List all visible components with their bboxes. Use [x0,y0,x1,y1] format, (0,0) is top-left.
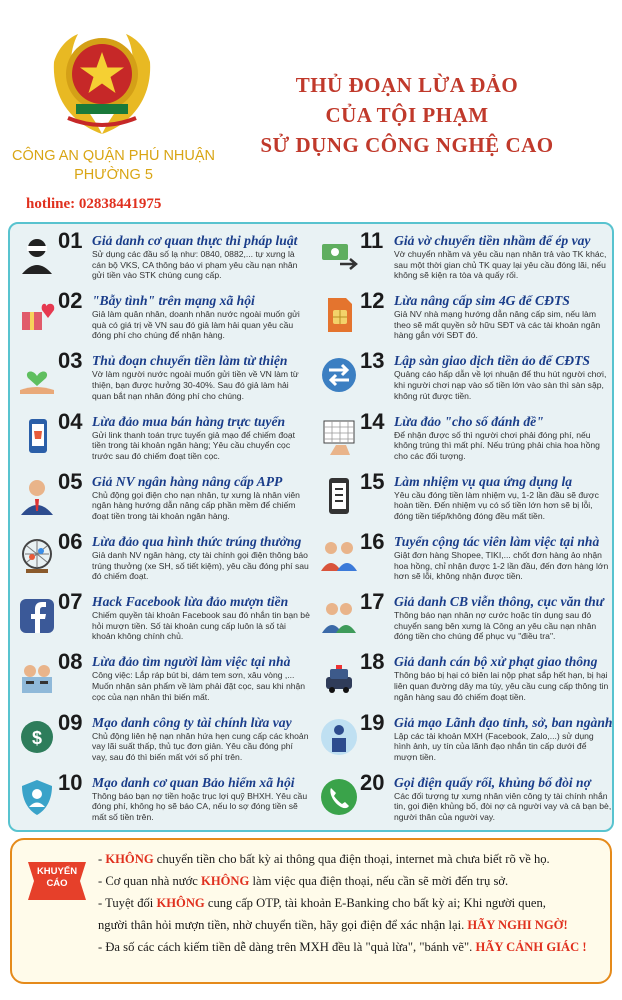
scam-number: 12 [360,288,385,314]
scam-number: 11 [360,228,384,253]
warning-line-3-emphasis: KHÔNG [156,896,205,910]
org-name [6,147,221,185]
scam-title: Lừa đảo "cho số đánh đề" [394,413,544,429]
scam-description: Lập các tài khoản MXH (Facebook, Zalo,...) sử dụng hình ảnh, uy tín của lãnh đạo nhắn tin cấp dưới để mượn tiền. [394,730,594,762]
team-collaborators-icon [318,535,360,577]
warning-badge-line2: CÁO [46,878,68,889]
scam-number: 04 [58,408,83,434]
page-title [222,70,592,160]
scam-title: Hack Facebook lừa đảo mượn tiền [92,594,289,610]
scam-description: Quảng cáo hấp dẫn về lợi nhuận để thu hút người chơi, khi người chơi nạp vào số tiền lớn vào sàn thì sàn sập, không rút được tiền. [394,369,607,401]
scam-description: Sử dụng các đầu số lạ như: 0840, 0882,... tự xưng là cán bộ VKS, CA thông báo vi phạm yêu cầu nạn nhân gửi tiền vào STK chúng cung cấp. [92,249,298,281]
traffic-police-icon [318,655,360,697]
scam-title: Giả vờ chuyển tiền nhầm để ép vay [394,233,591,248]
warning-lines [98,848,608,958]
scam-item [14,409,310,469]
scam-title: Lập sàn giao dịch tiền ảo để CĐTS [394,353,590,369]
warning-line-2-emphasis: KHÔNG [201,874,250,888]
scam-item [316,589,612,649]
scam-title: Gọi điện quấy rối, khủng bố đòi nợ [394,774,591,790]
scam-item [316,288,612,348]
scam-title: Lừa nâng cấp sim 4G để CĐTS [394,293,570,309]
scam-item [14,348,310,408]
lottery-cage-icon [16,535,58,577]
scam-number: 01 [58,228,83,253]
warning-line-1-emphasis: KHÔNG [105,852,154,866]
scam-number: 02 [58,288,83,314]
exchange-arrows-icon [318,354,360,396]
scam-list-panel [8,222,614,832]
warning-line-2-pre: - Cơ quan nhà nước [98,874,202,888]
handmade-work-icon [16,655,58,697]
scam-item [316,469,612,529]
scam-description: Chủ động liên hệ nạn nhân hứa hẹn cung cấp các khoản vay lãi suất thấp, thủ tục đơn giản. Yêu cầu đóng phí vay, sau đó thì biến mất với số phí trên. [92,730,309,762]
warning-line-1-post: chuyển tiền cho bất kỳ ai thông qua điện thoại, internet mà chưa biết rõ về họ. [153,852,550,866]
scam-title: Mạo danh cơ quan Bảo hiểm xã hội [92,774,295,790]
warning-line-3-post: cung cấp OTP, tài khoản E-Banking cho bất kỳ ai; Khi người quen, [204,896,546,910]
scam-description: Chiếm quyền tài khoản Facebook sau đó nhắn tin bạn bè hỏi mượn tiền. Số tài khoản cung cấp luôn là số tài khoản không chính chủ. [92,610,310,642]
scam-title: Lừa đảo qua hình thức trúng thưởng [92,533,302,549]
scam-description: Giật đơn hàng Shopee, TIKI,... chốt đơn hàng ảo nhận hoa hồng, chỉ nhận được 1-2 lần đầu, đến đơn hàng lớn hơn sẽ lỗi, không nhận được tiền. [394,549,609,582]
warning-box [10,838,612,984]
police-emblem-icon [38,22,166,140]
warning-line-5-emphasis: HÃY CẢNH GIÁC ! [475,940,587,954]
scam-description: Giả NV nhà mạng hướng dẫn nâng cấp sim, nếu làm theo sẽ mất quyền sở hữu SĐT và các tài khoản ngân hàng gắn với SĐT đó. [394,309,601,341]
scam-item [14,469,310,529]
leader-podium-icon [318,716,360,758]
warning-line-1 [98,848,608,870]
scam-number: 06 [58,528,83,554]
scam-item [14,770,310,830]
scam-title: Giả danh CB viễn thông, cục văn thư [394,594,604,610]
scam-number: 03 [58,348,83,374]
telecom-officers-icon [318,595,360,637]
scam-number: 08 [58,649,83,675]
scam-description: Thông báo bạn nợ tiền hoặc trục lợi quỹ BHXH. Yêu cầu đóng phí, không họ sẽ báo CA, nếu lo sợ đóng tiền sẽ mất số tiền trên. [92,790,308,822]
scam-title: Giả danh cơ quan thực thi pháp luật [92,233,298,248]
header [0,0,622,222]
scam-number: 16 [360,528,385,554]
scam-item [316,529,612,589]
scam-item [14,529,310,589]
warning-line-4-emphasis: HÃY NGHI NGỜ! [467,918,568,932]
warning-line-3-pre: - Tuyệt đối [98,896,157,910]
hacker-icon [16,234,58,276]
insurance-shield-icon [16,776,58,818]
org-name-line2: PHƯỜNG 5 [74,167,153,183]
bank-staff-icon [16,475,58,517]
left-column [14,228,310,830]
scam-description: Giả làm quân nhân, doanh nhân nước ngoài muốn gửi quà có giá trị về VN sau đó giả làm hải quan yêu cầu đóng phí cho chúng để nhận hàng. [92,309,300,341]
scam-title: "Bẫy tình" trên mạng xã hội [92,293,255,309]
scam-item [316,710,612,770]
scam-item [316,649,612,709]
warning-line-1-pre: - [98,852,106,866]
facebook-icon [16,595,58,637]
scam-item [316,348,612,408]
scam-description: Gửi link thanh toán trực tuyến giả mạo để chiếm đoạt tiền trong tài khoản ngân hàng; Yêu cầu chuyển cọc trước sau đó chiếm đoạt tiền cọc. [92,429,296,461]
scam-item [14,589,310,649]
hotline: hotline: 02838441975 [26,196,162,212]
scam-item [14,228,310,288]
org-name-line1: CÔNG AN QUẬN PHÚ NHUẬN [11,148,216,164]
scam-title: Giả danh cán bộ xử phạt giao thông [394,654,598,670]
scam-title: Mạo danh công ty tài chính lừa vay [92,714,292,730]
scam-title: Lừa đảo mua bán hàng trực tuyến [92,413,286,429]
scam-number: 20 [360,769,385,795]
scam-description: Công việc: Lắp ráp bút bi, dám tem sơn, xâu vòng ,... Muốn nhận sản phẩm về làm phải đặt cọc, sau khi nhận cọc của nạn nhân thì biến mất. [92,670,306,702]
scam-number: 07 [58,589,83,615]
scam-title: Lừa đảo tìm người làm việc tại nhà [92,654,291,670]
title-line2: CỦA TỘI PHẠM [325,103,489,127]
scam-number: 18 [360,649,385,675]
scam-description: Yêu cầu đóng tiền làm nhiệm vụ, 1-2 lần đầu sẽ được hoàn tiền. Đến nhiệm vụ có số tiền lớn hơn sẽ bị lỗi, đóng tiền tiếp/không đóng đều mất tiền. [394,489,599,521]
phone-shopping-icon [16,415,58,457]
scam-item [14,288,310,348]
warning-line-2-post: làm việc qua điện thoại, nếu cần sẽ mời đến trụ sở. [249,874,509,888]
phone-call-icon [318,776,360,818]
scam-title: Thủ đoạn chuyển tiền làm từ thiện [92,353,288,369]
warning-line-3 [98,892,608,914]
loan-money-icon [16,716,58,758]
warning-line-4-pre: người thân hỏi mượn tiền, nhờ chuyển tiền, hãy gọi điện để xác nhận lại. [98,918,468,932]
scam-title: Làm nhiệm vụ qua ứng dụng lạ [394,473,573,489]
scam-item [14,710,310,770]
money-transfer-icon [318,234,360,276]
scam-description: Thông báo bị hại có biên lai nộp phạt sắp hết hạn, bị hại liên quan đường dây ma túy, yêu cầu cung cấp thông tin ngân hàng sau đó chiếm đoạt tiền. [394,670,609,702]
warning-line-2 [98,870,608,892]
scam-number: 14 [360,408,385,434]
scam-description: Vờ làm người nước ngoài muốn gửi tiền về VN làm từ thiện, bạn được hưởng 30-40%. Sau đó giả làm hải quan bắt nạn nhân đóng phí cho chúng. [92,369,299,401]
right-column [316,228,612,830]
warning-line-5 [98,936,608,958]
sim-card-icon [318,294,360,336]
scam-item [316,770,612,830]
scam-title: Giả NV ngân hàng nâng cấp APP [92,473,283,489]
svg-text:$: $ [31,727,43,748]
scam-number: 10 [58,769,83,795]
scam-number: 09 [58,709,83,735]
warning-line-5-pre: - Đa số các cách kiếm tiền dễ dàng trên MXH đều là "quả lừa", "bánh vẽ". [98,940,476,954]
warning-badge-label [22,866,92,890]
scam-description: Giả danh NV ngân hàng, cty tài chính gọi điện thông báo trúng thưởng (xe SH, số tiết kiệm), yêu cầu đóng phí sau đó chiếm đoạt. [92,549,309,582]
scam-number: 05 [58,468,83,494]
lottery-hand-icon [318,415,360,457]
charity-hand-icon [16,354,58,396]
scam-description: Các đối tượng tự xưng nhân viên công ty tài chính nhắn tin, gọi điện khủng bố, đòi nợ cả người vay và cả bạn bè, người thân của người vay. [394,790,612,822]
scam-item [316,409,612,469]
heart-gift-icon [16,294,58,336]
title-line1: THỦ ĐOẠN LỪA ĐẢO [295,73,519,97]
scam-number: 17 [360,589,385,615]
scam-number: 15 [360,468,385,494]
scam-number: 13 [360,348,385,374]
warning-line-4 [98,914,608,936]
title-line3: SỬ DỤNG CÔNG NGHỆ CAO [260,133,554,157]
scam-number: 19 [360,709,385,735]
scam-item [14,649,310,709]
scam-title: Tuyển cộng tác viên làm việc tại nhà [394,533,600,549]
scam-item [316,228,612,288]
scam-description: Chủ động gọi điện cho nạn nhân, tự xưng là nhân viên ngân hàng hướng dẫn nâng cấp phần mềm để chiếm đoạt tiền trong tài khoản ngân hàng. [92,489,300,521]
warning-badge-line1: KHUYẾN [36,866,78,877]
scam-description: Để nhận được số thì người chơi phải đóng phí, nếu không trúng thì mất phí. Nếu trúng phải chia hoa hồng cho các đối tượng. [394,429,600,461]
mobile-task-icon [318,475,360,517]
scam-title: Giả mạo Lãnh đạo tỉnh, sở, ban ngành [394,714,612,730]
scam-description: Vờ chuyển nhầm và yêu cầu nạn nhân trả vào TK khác, sau một thời gian chủ TK quay lại yêu cầu đóng lãi, nếu không sẽ kiện ra tòa và quấy rối. [394,249,607,281]
scam-description: Thông báo nạn nhân nợ cước hoặc tín dụng sau đó chuyển sang bên xưng là Công an yêu cầu nạn nhân đóng tiền cho chúng để phục vụ "điều tra". [394,610,597,642]
